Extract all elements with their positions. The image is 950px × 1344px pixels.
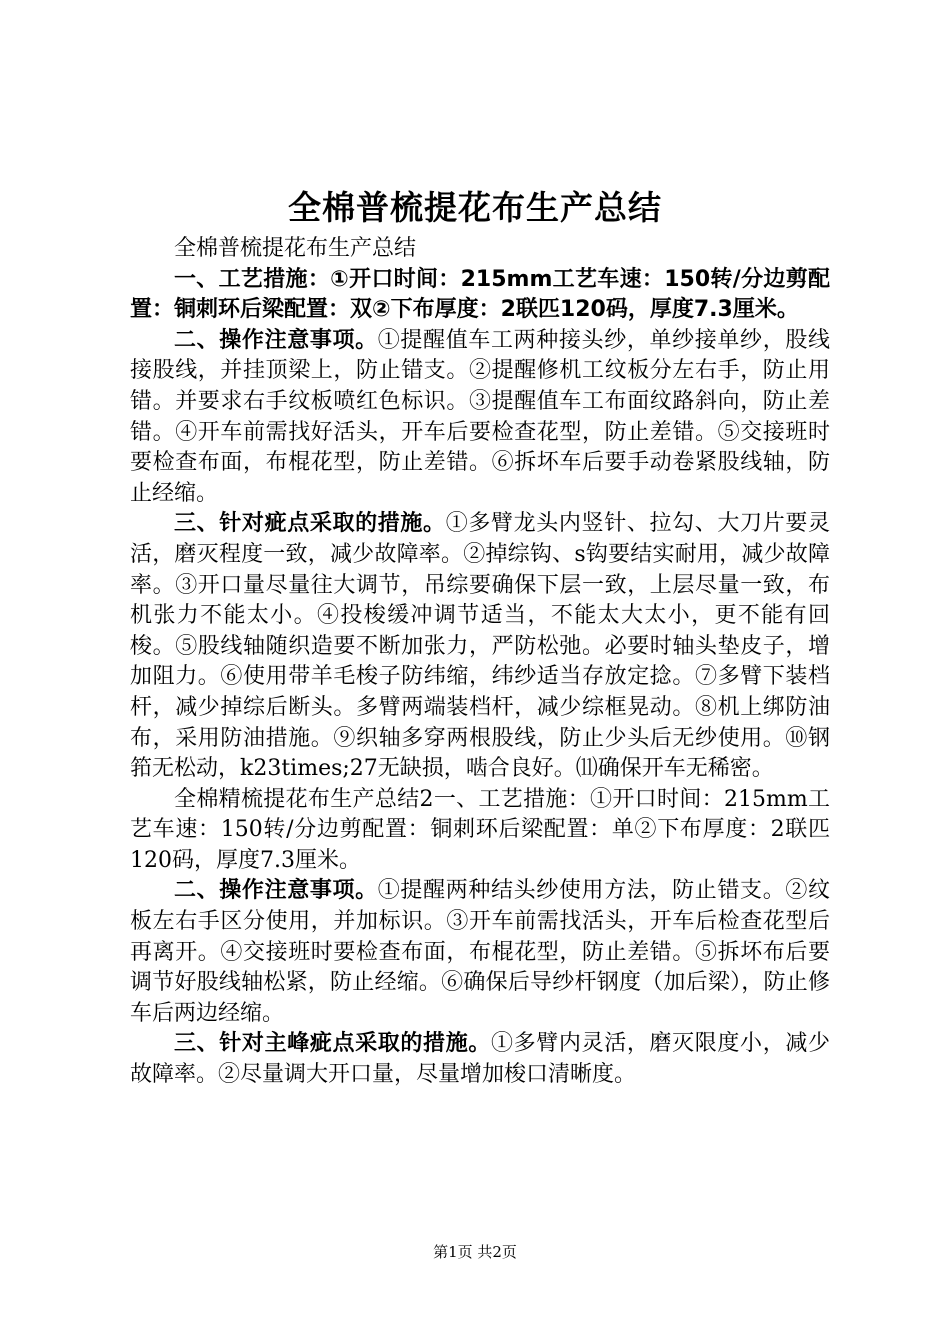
- page-number-footer: 第1页 共2页: [433, 1243, 517, 1261]
- part-2-section-2-heading: 二、操作注意事项。: [174, 878, 378, 904]
- document-body: [130, 234, 830, 1091]
- part-2-section-3-heading: 三、针对主峰疵点采取的措施。: [174, 1031, 491, 1057]
- part-2-section-2-text: ①提醒两种结头纱使用方法，防止错支。②纹板左右手区分使用，并加标识。③开车前需找活头，开车后检查花型后再离开。④交接班时要检查布面，布棍花型，防止差错。⑤拆坏布后要调节好股线轴松紧，防止经缩。⑥确保后导纱杆钢度（加后梁），防止修车后两边经缩。: [130, 878, 830, 1026]
- section-3-text: ①多臂龙头内竖针、拉勾、大刀片要灵活，磨灭程度一致，减少故障率。②掉综钩、s钩要结实耐用，减少故障率。③开口量尽量往大调节，吊综要确保下层一致，上层尽量一致，布机张力不能太小。④投梭缓冲调节适当，不能太大太小，更不能有回梭。⑤股线轴随织造要不断加张力，严防松弛。必要时轴头垫皮子，增加阻力。⑥使用带羊毛梭子防纬缩，纬纱适当存放定捻。⑦多臂下装档杆，减少掉综后断头。多臂两端装档杆，减少综框晃动。⑧机上绑防油布，采用防油措施。⑨织轴多穿两根股线，防止少头后无纱使用。⑩钢筘无松动，k23times;27无缺损，啮合良好。⑾确保开车无稀密。: [130, 511, 830, 782]
- part-2-section-3-text: ①多臂内灵活，磨灭限度小，减少故障率。②尽量调大开口量，尽量增加梭口清晰度。: [130, 1031, 830, 1088]
- section-3-heading: 三、针对疵点采取的措施。: [174, 511, 446, 537]
- section-2-heading: 二、操作注意事项。: [174, 327, 378, 353]
- part-2-section-3-paragraph: [130, 1029, 830, 1090]
- subtitle-paragraph: 全棉普梳提花布生产总结: [174, 236, 417, 261]
- section-1-paragraph: 一、工艺措施：①开口时间：215mm工艺车速：150转/分边剪配置：铜刺环后梁配置：双②下布厚度：2联匹120码，厚度7.3厘米。: [130, 266, 830, 323]
- document-title: 全棉普梳提花布生产总结: [288, 188, 662, 227]
- section-2-text: ①提醒值车工两种接头纱，单纱接单纱，股线接股线，并挂顶梁上，防止错支。②提醒修机工纹板分左右手，防止用错。并要求右手纹板喷红色标识。③提醒值车工布面纹路斜向，防止差错。④开车前需找好活头，开车后要检查花型，防止差错。⑤交接班时要检查布面，布棍花型，防止差错。⑥拆坏车后要手动卷紧股线轴，防止经缩。: [130, 327, 830, 506]
- part-2-intro-paragraph: 全棉精梳提花布生产总结2一、工艺措施：①开口时间：215mm工艺车速：150转/分边剪配置：铜刺环后梁配置：单②下布厚度：2联匹120码，厚度7.3厘米。: [130, 786, 830, 873]
- section-3-paragraph: [130, 509, 830, 784]
- part-2-section-2-paragraph: [130, 876, 830, 1029]
- section-2-paragraph: [130, 326, 830, 510]
